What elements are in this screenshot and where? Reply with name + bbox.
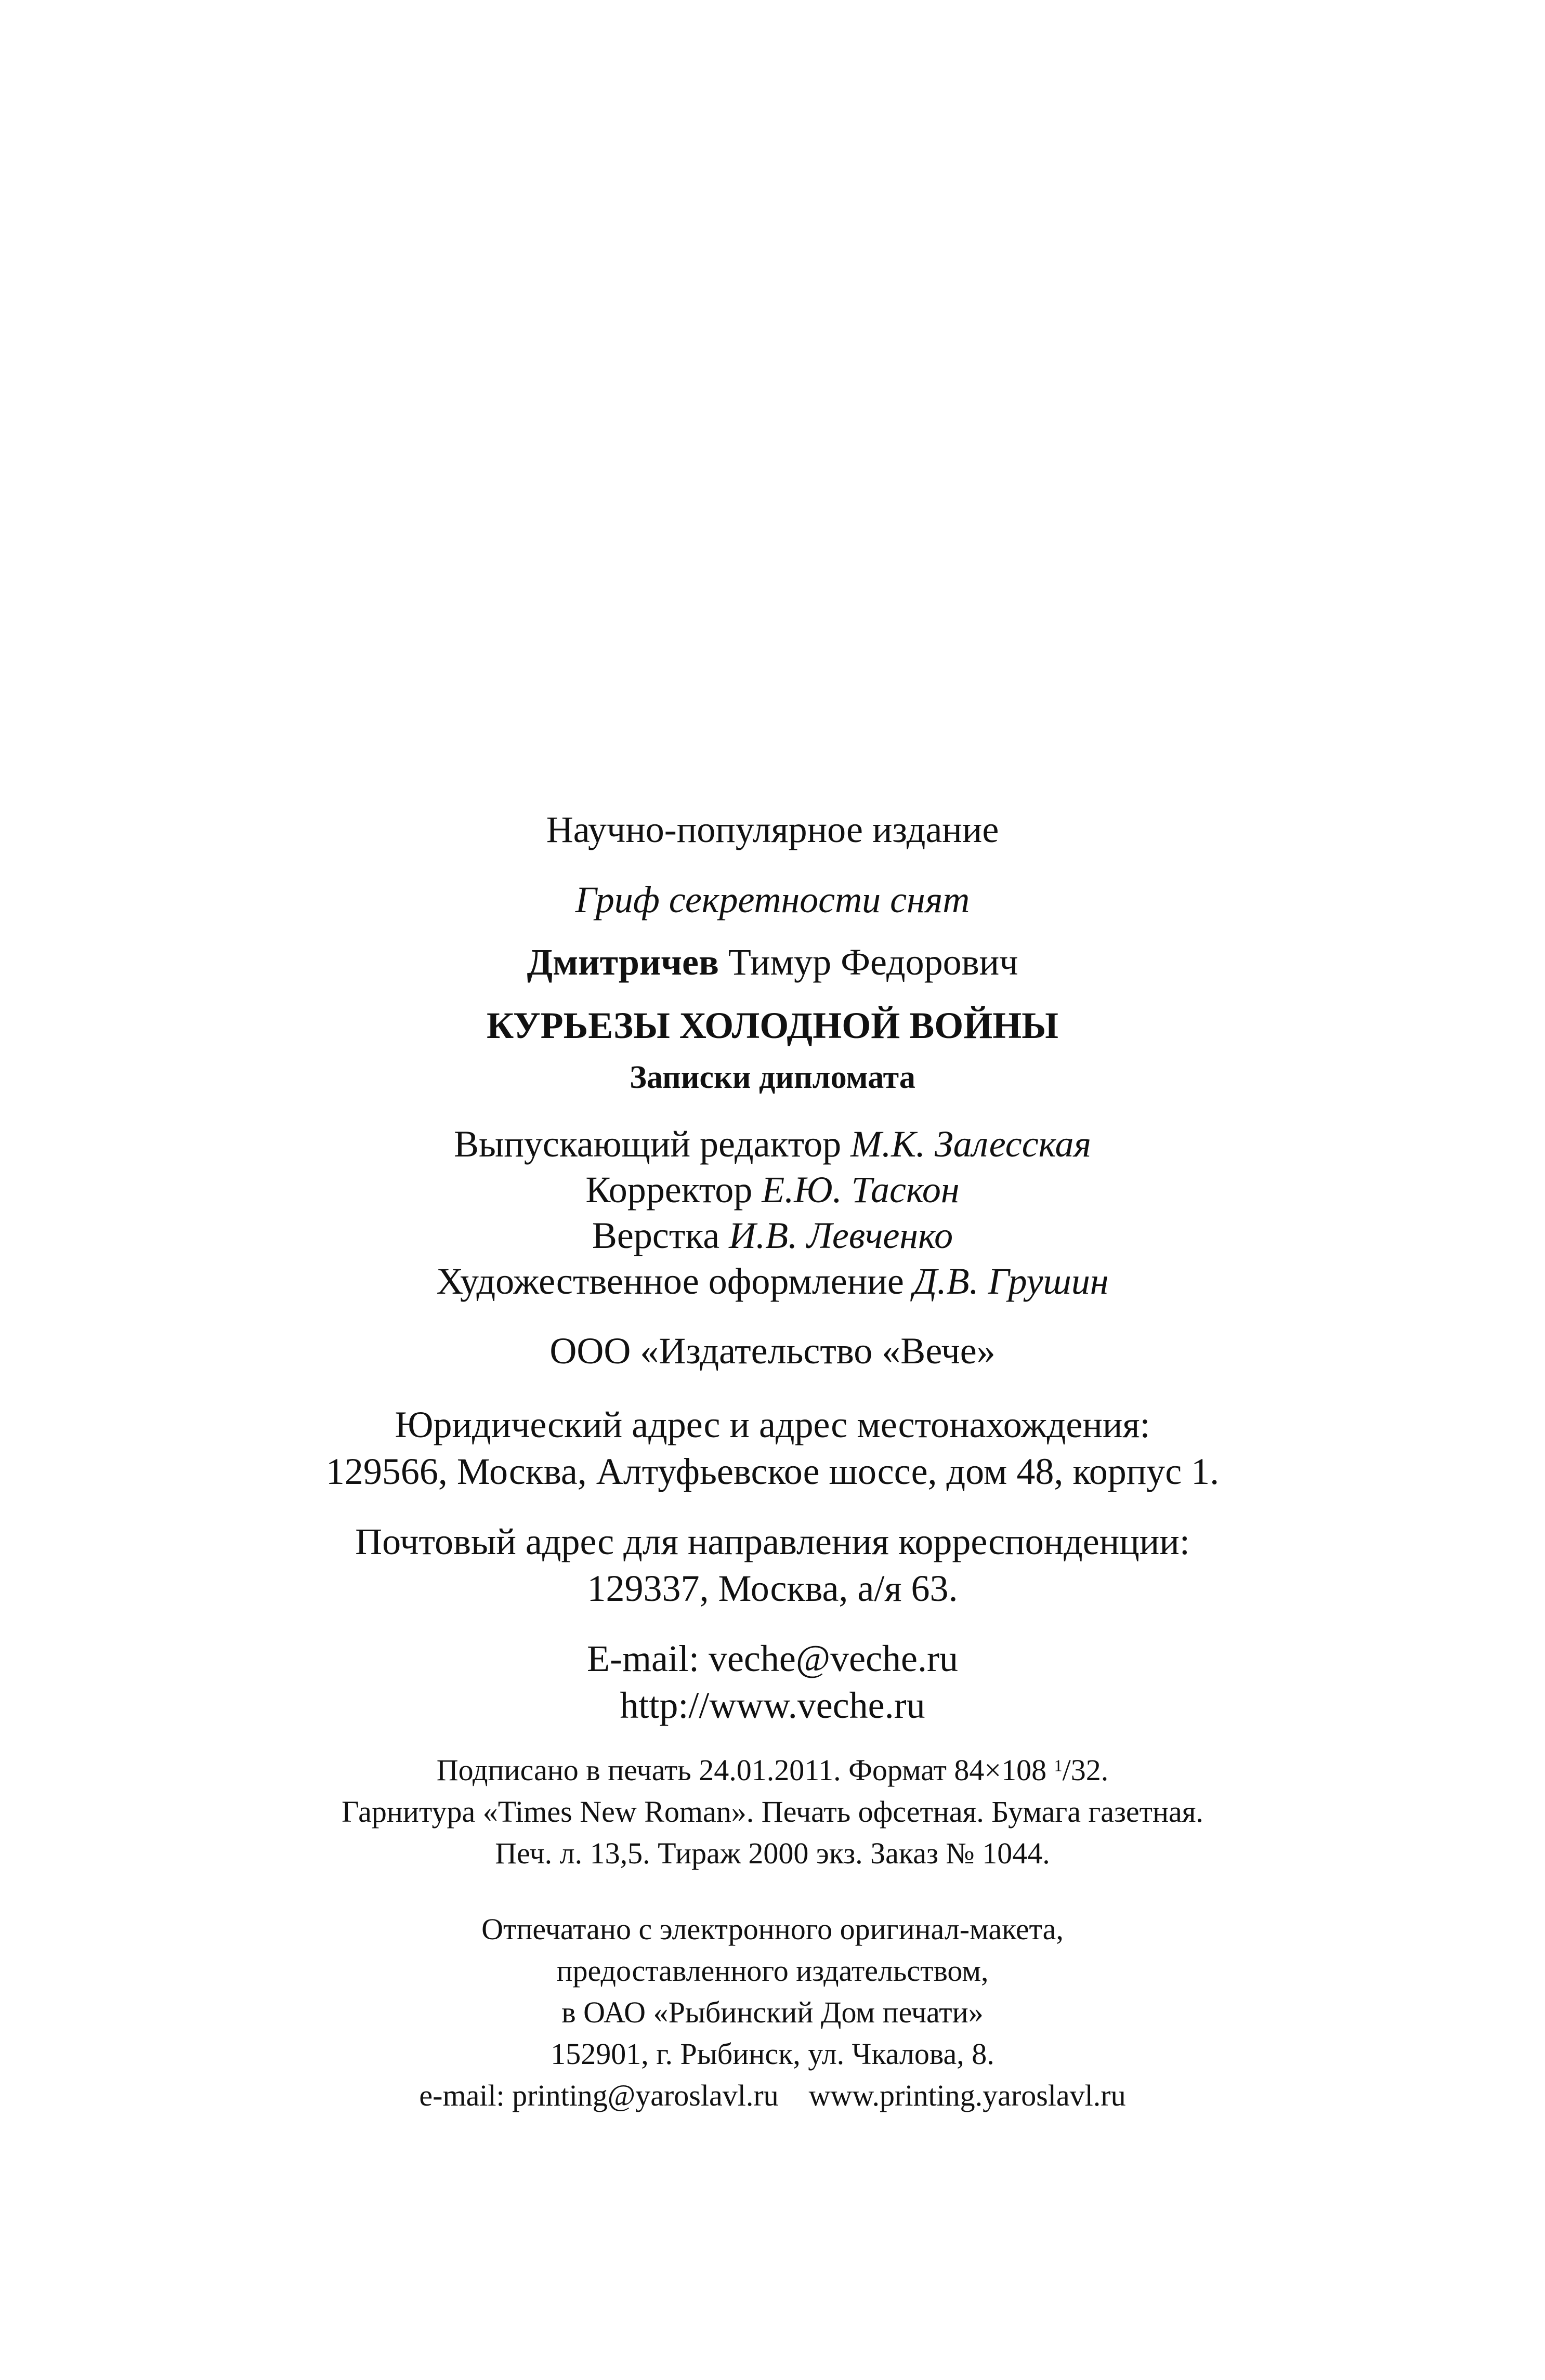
credit-role: Корректор — [585, 1169, 753, 1211]
print-details-line: Печ. л. 13,5. Тираж 2000 экз. Заказ № 1044. — [495, 1836, 1050, 1870]
printer-contacts: e-mail: printing@yaroslavl.ru www.printing.yaroslavl.ru — [419, 2079, 1126, 2112]
publisher-website: http://www.veche.ru — [620, 1685, 925, 1726]
print-details-line: Гарнитура «Times New Roman». Печать офсетная. Бумага газетная. — [342, 1795, 1203, 1829]
printer-line: предоставленного издательством, — [556, 1954, 989, 1988]
postal-address: 129337, Москва, а/я 63. — [587, 1568, 958, 1609]
format-fraction-denominator: /32. — [1062, 1753, 1109, 1787]
print-signed-format: Подписано в печать 24.01.2011. Формат 84×108 — [436, 1753, 1054, 1787]
printer-line: в ОАО «Рыбинский Дом печати» — [561, 1995, 984, 2029]
credit-line — [0, 1214, 1545, 1257]
book-subtitle: Записки дипломата — [630, 1060, 915, 1095]
book-title: КУРЬЕЗЫ ХОЛОДНОЙ ВОЙНЫ — [487, 1005, 1058, 1046]
credit-name: И.В. Левченко — [729, 1215, 953, 1256]
author-surname: Дмитричев — [527, 941, 719, 983]
series-title: Гриф секретности снят — [575, 879, 970, 921]
credit-line — [0, 1123, 1545, 1166]
legal-address: 129566, Москва, Алтуфьевское шоссе, дом 48, корпус 1. — [325, 1451, 1220, 1492]
credit-name: Е.Ю. Таскон — [762, 1169, 960, 1211]
publisher-email: E-mail: veche@veche.ru — [587, 1638, 958, 1679]
credit-name: М.К. Залесская — [850, 1123, 1092, 1165]
printer-line: Отпечатано с электронного оригинал-макета, — [481, 1912, 1064, 1946]
legal-address-label: Юридический адрес и адрес местонахождения: — [395, 1404, 1150, 1445]
credit-role: Выпускающий редактор — [453, 1123, 842, 1165]
print-details-line — [0, 1753, 1545, 1787]
format-fraction-numerator: 1 — [1054, 1756, 1063, 1775]
credit-line — [0, 1260, 1545, 1303]
credit-name: Д.В. Грушин — [913, 1260, 1109, 1302]
author-name — [0, 941, 1545, 984]
postal-address-label: Почтовый адрес для направления корреспонденции: — [355, 1521, 1190, 1562]
credit-line — [0, 1168, 1545, 1212]
printer-line: 152901, г. Рыбинск, ул. Чкалова, 8. — [551, 2037, 994, 2071]
publisher-name: ООО «Издательство «Вече» — [549, 1330, 996, 1372]
credit-role: Художественное оформление — [436, 1260, 904, 1302]
author-given-names: Тимур Федорович — [728, 941, 1018, 983]
edition-genre: Научно-популярное издание — [546, 809, 999, 850]
credit-role: Верстка — [592, 1215, 720, 1256]
